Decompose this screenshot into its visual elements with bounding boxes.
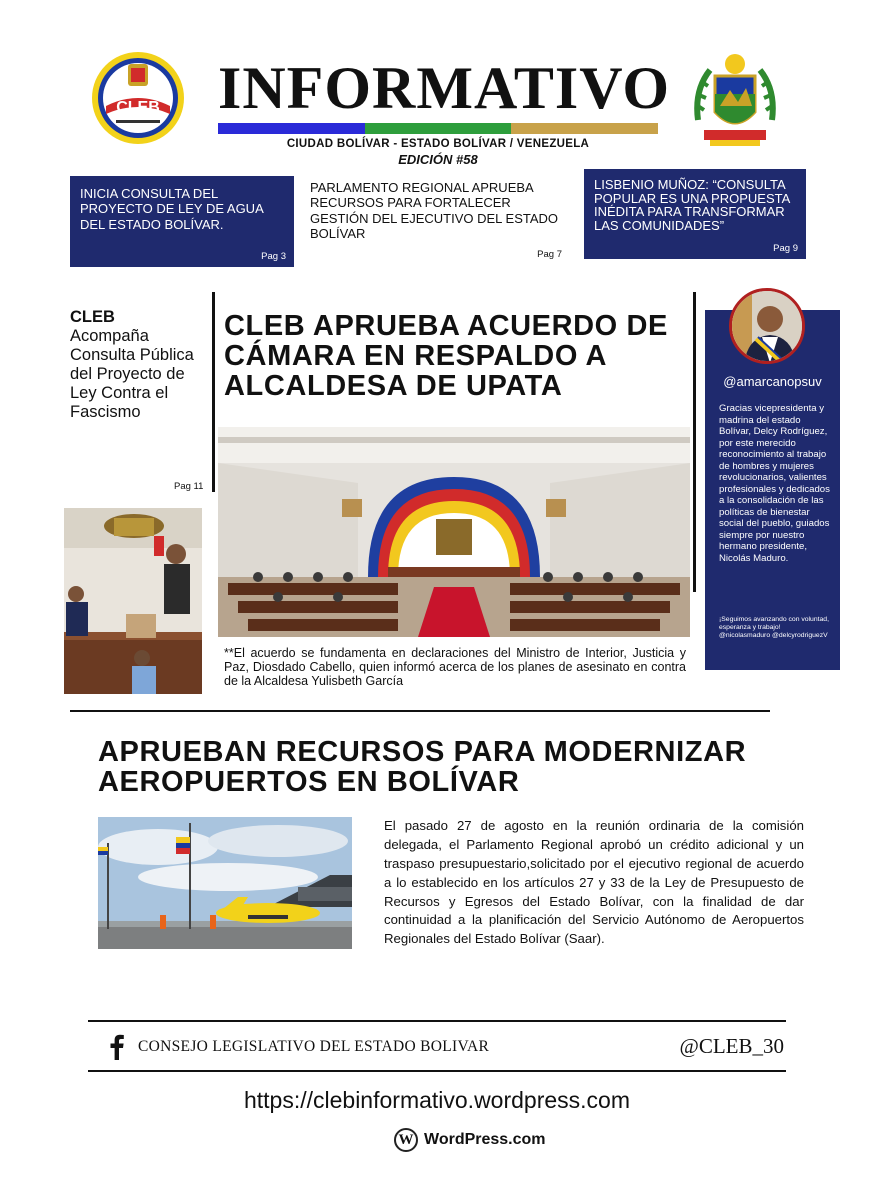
second-story-body: El pasado 27 de agosto en la reunión ordinaria de la comisión delegada, el Parlamento Regional aprobó un crédito adicional y un traspaso presupuestario,solicitado por el ejecutivo regional de acuerdo a lo establecido en los artículos 27 y 33 de la Ley de Presupuesto de Recursos y Egresos del Estado Bolívar, con la finalidad de dar continuidad a la planificación del Servicio Autónomo de Aeropuertos Regionales del Estado Bolívar (Saar). (384, 818, 804, 947)
left-story-title[interactable] (70, 308, 210, 422)
footer-social-bar (88, 1020, 786, 1072)
second-headline[interactable]: APRUEBAN RECURSOS PARA MODERNIZAR AEROPUERTOS EN BOLÍVAR (98, 736, 747, 799)
location-line: CIUDAD BOLÍVAR - ESTADO BOLÍVAR / VENEZUELA (286, 138, 590, 150)
facebook-page-name[interactable]: CONSEJO LEGISLATIVO DEL ESTADO BOLIVAR (138, 1038, 490, 1055)
section-divider (70, 710, 770, 712)
social-post-text: Gracias vicepresidenta y madrina del estado Bolívar, Delcy Rodríguez, por este merecido reconocimiento al trabajo de hombres y mujeres revolucionarios, valientes profesionales y dedicados a la consolidación de las políticas de bienestar social del pueblo, guiados siempre por nuestro hermano presidente, Nicolás Maduro. (719, 403, 830, 564)
teaser-text: INICIA CONSULTA DEL PROYECTO DE LEY DE AGUA DEL ESTADO BOLÍVAR. (80, 186, 264, 232)
teaser-water-law[interactable] (70, 176, 294, 267)
main-headline[interactable]: CLEB APRUEBA ACUERDO DE CÁMARA EN RESPALDO A ALCALDESA DE UPATA (224, 310, 668, 402)
social-post-footer: ¡Seguimos avanzando con voluntad, esperanza y trabajo! @nicolasmaduro @delcyrodriguezV (719, 616, 829, 640)
edition-number: EDICIÓN #58 (398, 152, 478, 167)
airport-photo (98, 817, 352, 949)
left-story-kicker: CLEB (70, 308, 115, 326)
cleb-logo (90, 50, 186, 146)
page-ref: Pag 9 (773, 243, 798, 255)
teaser-text: LISBENIO MUÑOZ: “CONSULTA POPULAR ES UNA PROPUESTA INÉDITA PARA TRANSFORMAR LAS COMUNIDADES” (594, 177, 790, 233)
teaser-text: PARLAMENTO REGIONAL APRUEBA RECURSOS PARA FORTALECER GESTIÓN DEL EJECUTIVO DEL ESTADO BOLÍVAR (310, 180, 559, 241)
wordpress-label: WordPress.com (424, 1131, 546, 1148)
avatar (729, 288, 805, 364)
column-divider (693, 292, 696, 592)
left-story-text: Acompaña Consulta Pública del Proyecto de Ley Contra el Fascismo (70, 326, 194, 421)
wordpress-badge[interactable] (394, 1128, 546, 1152)
teaser-lisbenio-munoz[interactable] (584, 169, 806, 259)
facebook-icon[interactable] (108, 1034, 126, 1060)
svg-text:CLEB: CLEB (116, 99, 160, 116)
page-ref: Pag 7 (537, 248, 562, 260)
masthead-title: INFORMATIVO (218, 55, 671, 121)
main-story-photo (218, 427, 690, 637)
page-ref: Pag 3 (261, 250, 286, 262)
social-handle: @amarcanopsuv (723, 374, 822, 389)
masthead-stripe (218, 123, 658, 134)
twitter-handle[interactable]: @CLEB_30 (679, 1034, 784, 1058)
column-divider (212, 292, 215, 492)
social-post-card[interactable] (705, 310, 840, 670)
wordpress-icon: W (394, 1128, 418, 1152)
page-ref: Pag 11 (174, 481, 204, 492)
left-story-photo (64, 508, 202, 694)
teaser-parlamento-recursos[interactable] (300, 180, 568, 260)
main-story-caption: **El acuerdo se fundamenta en declaraciones del Ministro de Interior, Justicia y Paz, Diosdado Cabello, quien informó acerca de los planes de asesinato en contra de la Alcaldesa Yulisbeth García (224, 646, 686, 688)
bolivar-coat-of-arms (690, 50, 780, 150)
site-url[interactable]: https://clebinformativo.wordpress.com (243, 1087, 631, 1113)
